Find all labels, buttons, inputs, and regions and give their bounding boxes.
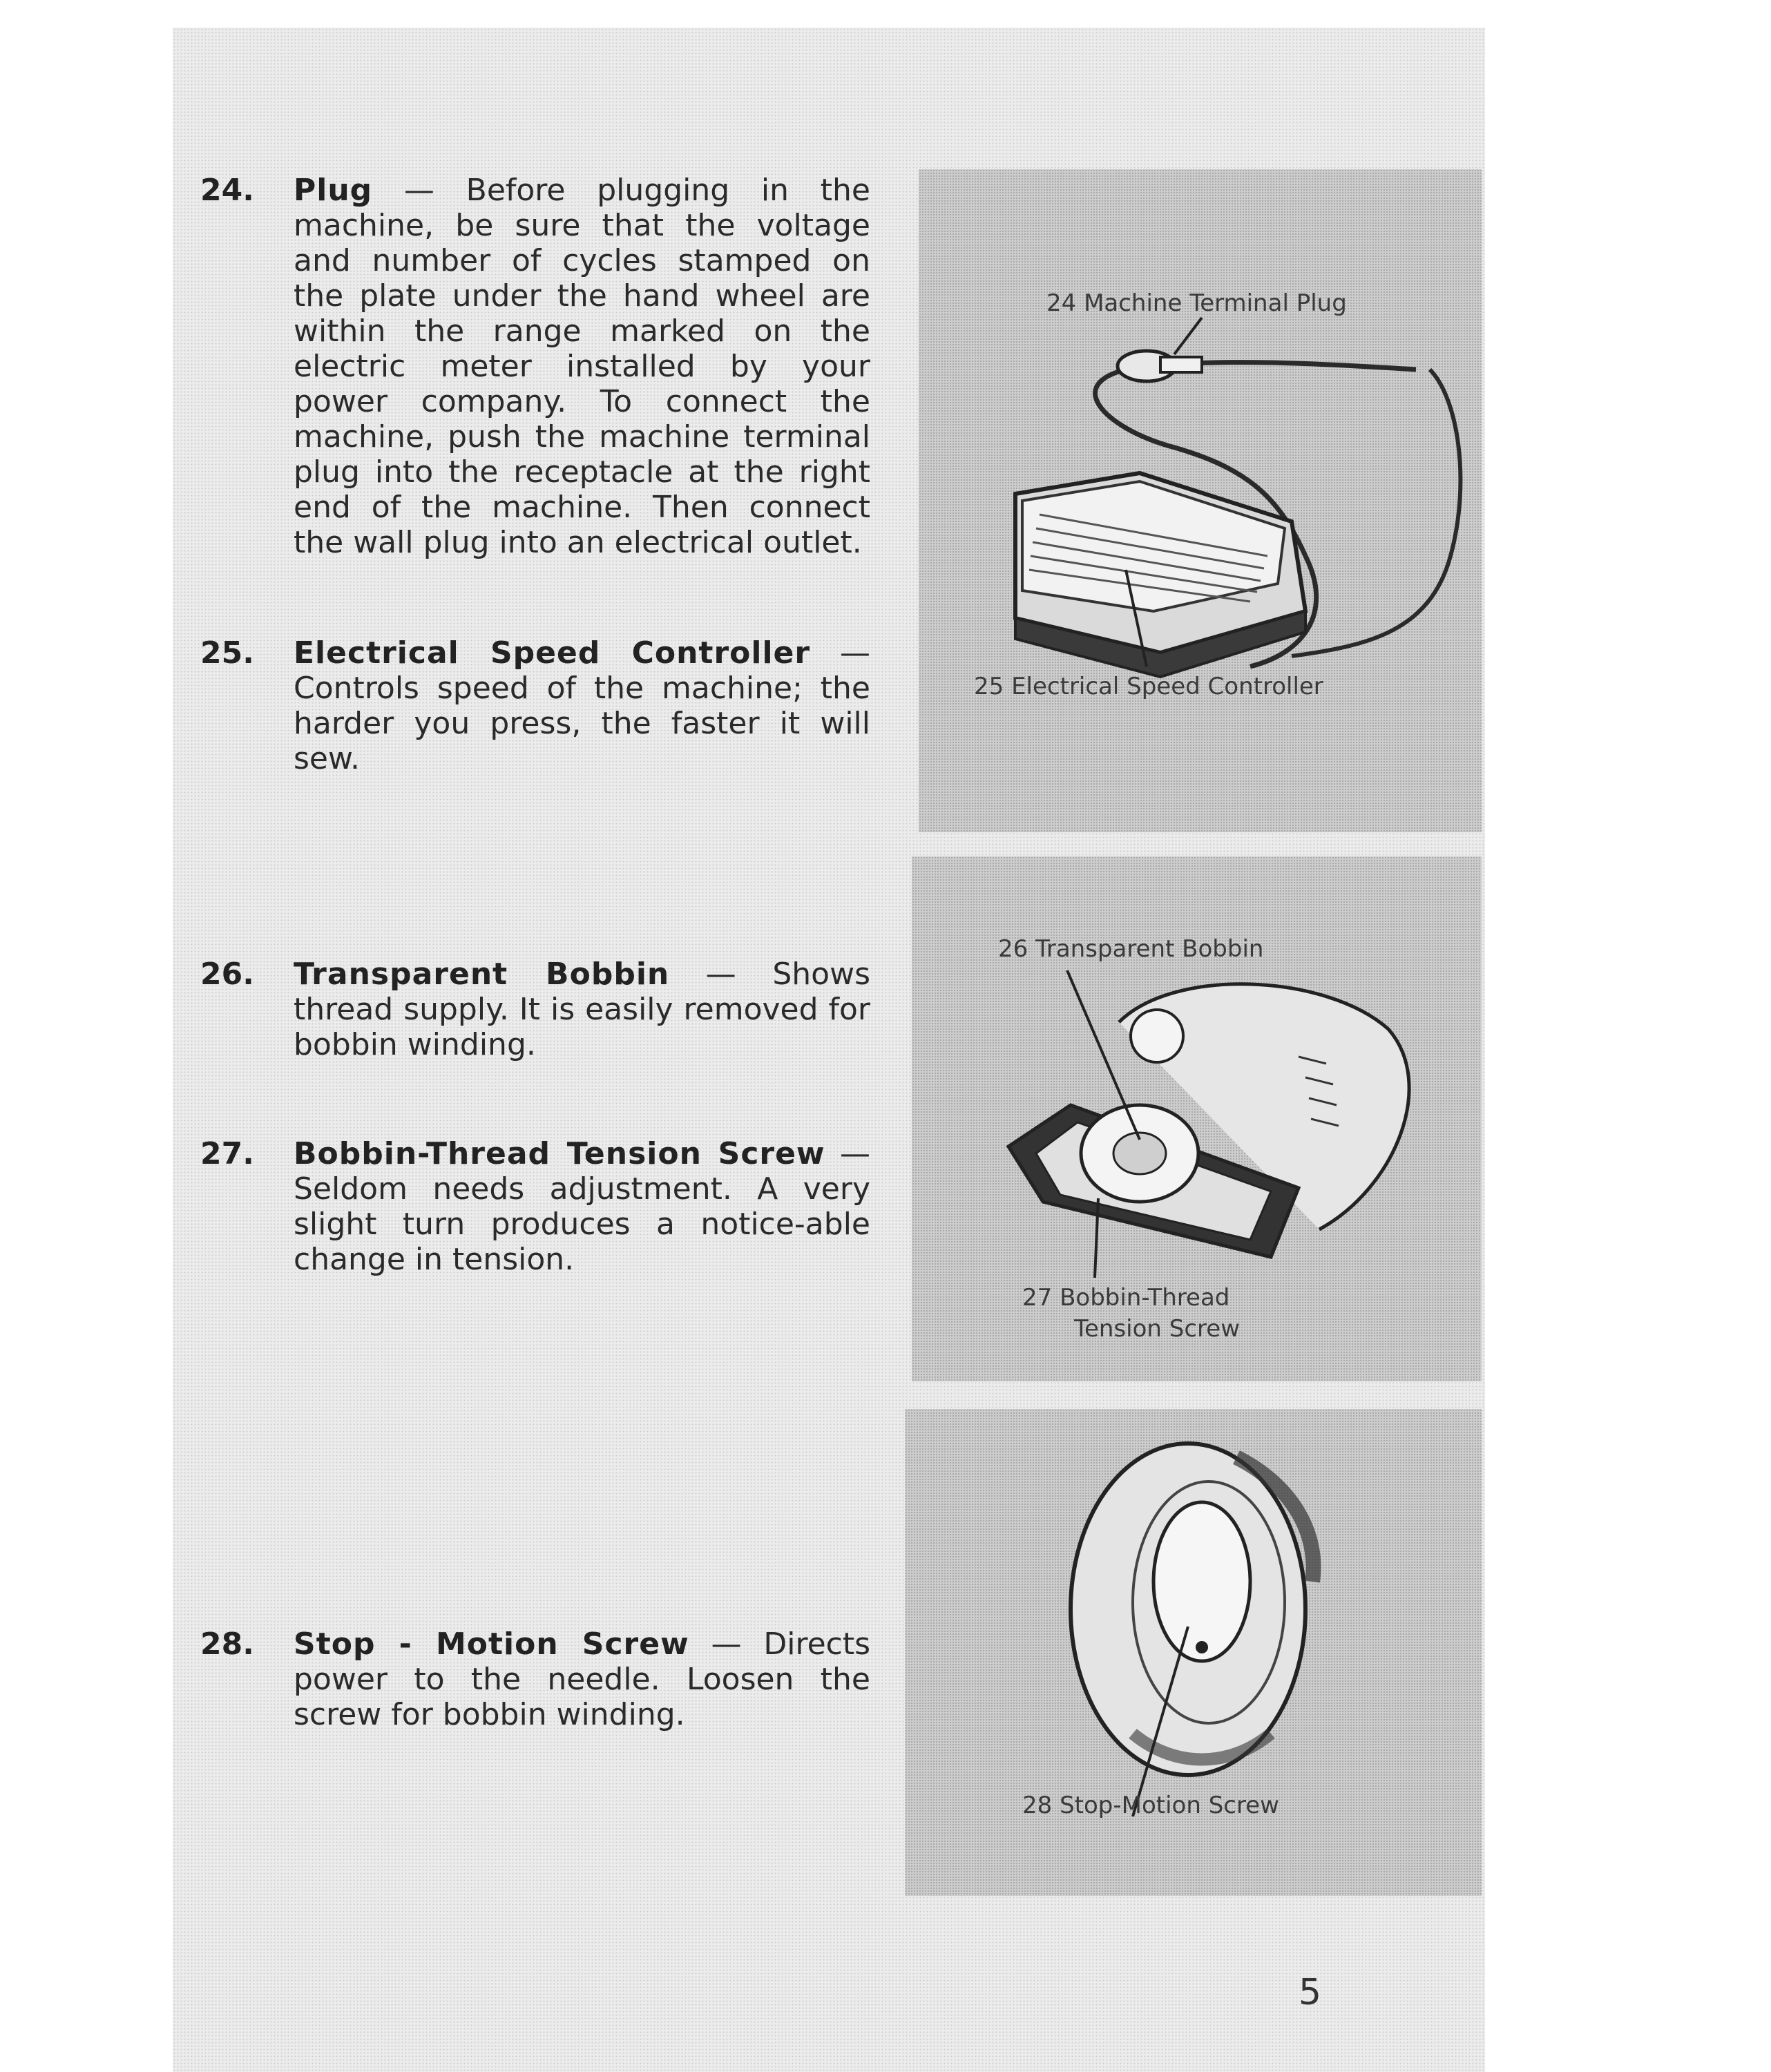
item-text: — Controls speed of the machine; the harder you press, the faster it will sew. (294, 635, 870, 776)
item-text: — Directs power to the needle. Loosen the screw for bobbin winding. (294, 1627, 871, 1732)
item-number: 28. (200, 1627, 254, 1662)
item-tension-screw (200, 1136, 870, 1277)
item-stop-motion-screw (200, 1627, 871, 1732)
item-number: 24. (200, 173, 254, 208)
item-plug (200, 173, 870, 560)
item-transparent-bobbin (200, 957, 870, 1062)
page-number: 5 (1299, 1972, 1322, 2013)
item-title: Plug (294, 173, 373, 208)
item-text: — Shows thread supply. It is easily removed for bobbin winding. (294, 957, 870, 1062)
item-title: Stop - Motion Screw (294, 1627, 689, 1662)
figure-speed-controller (919, 169, 1482, 832)
item-number: 27. (200, 1136, 254, 1171)
tension-screw-label-line1: 27 Bobbin-Thread (1022, 1284, 1230, 1312)
item-number: 26. (200, 957, 254, 992)
stop-motion-label: 28 Stop-Motion Screw (1022, 1792, 1279, 1819)
item-title: Electrical Speed Controller (294, 635, 811, 671)
stop-motion-illustration (905, 1409, 1482, 1896)
bobbin-label: 26 Transparent Bobbin (998, 935, 1264, 963)
plug-label: 24 Machine Terminal Plug (1046, 289, 1347, 317)
item-title: Transparent Bobbin (294, 957, 670, 992)
bobbin-illustration (912, 856, 1482, 1381)
item-text: — Seldom needs adjustment. A very slight turn produces a notice-able change in tension. (294, 1136, 870, 1277)
item-speed-controller (200, 635, 870, 776)
controller-label: 25 Electrical Speed Controller (974, 673, 1323, 700)
figure-stop-motion (905, 1409, 1482, 1896)
figure-bobbin (912, 856, 1482, 1381)
item-text: — Before plugging in the machine, be sure that the voltage and number of cycles stamped on the plate under the hand wheel are within the range marked on the electric meter installed by your power company. To connect the machine, push the machine terminal plug into the receptacle at the right end of the machine. Then connect the wall plug into an electrical outlet. (294, 173, 870, 560)
item-title: Bobbin-Thread Tension Screw (294, 1136, 825, 1171)
tension-screw-label-line2: Tension Screw (1074, 1315, 1241, 1343)
speed-controller-illustration (919, 169, 1482, 832)
item-number: 25. (200, 635, 254, 671)
